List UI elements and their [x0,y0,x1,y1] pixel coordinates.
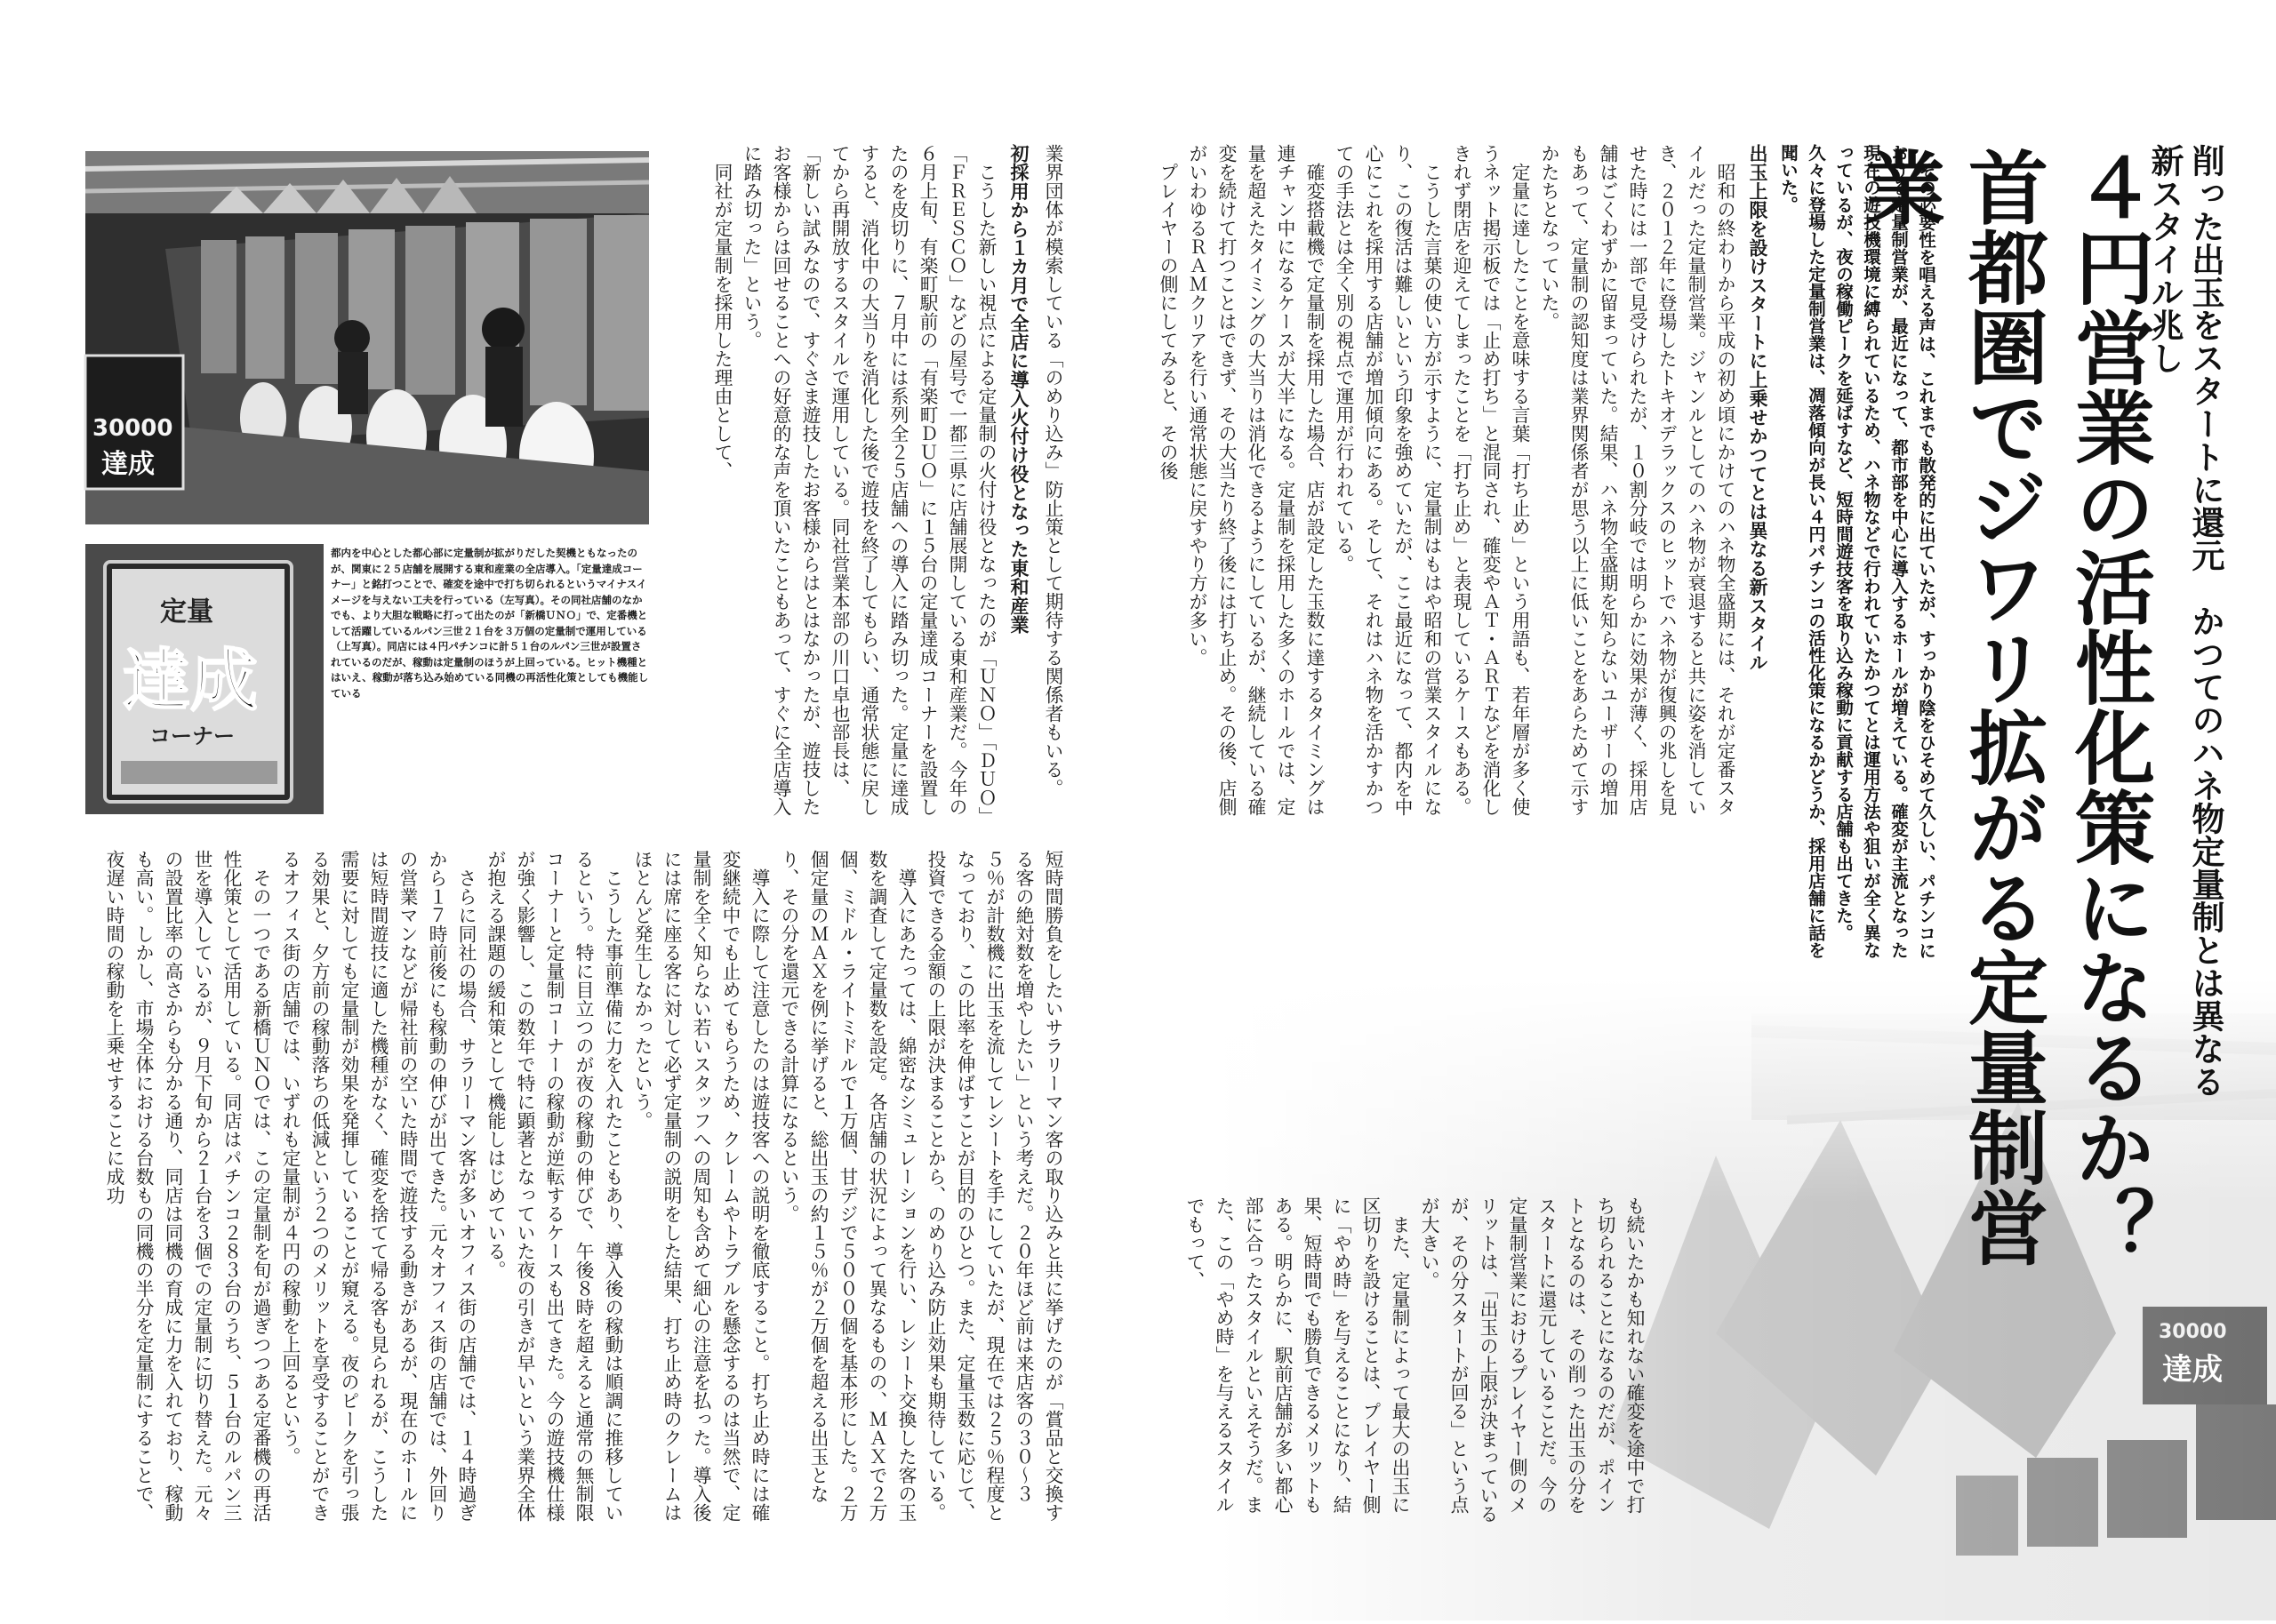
lead-text: その必要性を唱える声は、これまでも散発的に出ていたが、すっかり陰をひそめて久しい、パチンコにおける定量制営業が、最近になって、都市部を中心に導入するホールが増えている。確変が主流となった現在の遊技機環境に縛られているため、ハネ物などで行われていたかつてとは運用方法や狙いが全く異なっているが、夜の稼働ピークを延ばすなど、短時間遊技客を取り込み稼動に貢献する店舗も出てきた。久々に登場した定量制営業は、凋落傾向が長い４円パチンコの活性化策になるかどうか、採用店舗に話を聞いた。 [1778,144,1936,959]
paragraph: こうした事前準備に力を入れたこともあり、導入後の稼動は順調に推移しているという。特に目立つのが夜の稼動の伸びで、午後８時を超えると通常の無制限 [573,850,623,1522]
paragraph: 導入にあたっては、綿密なシミュレーションを行い、レシート交換した客の玉数を調査して定量数を設定。各店舗の状況によって異なるものの、ＭＡＸで２万個、ミドル・ライトミドルで１万個、甘デジで５０００個を基本形にした。２万個定量のＭＡＸを例に挙げると、総出玉の約１５％が２万個を超える出玉となり、その分を還元できる計算になるという。 [778,850,917,1522]
paragraph: 業界団体が模索している「のめり込み」防止策として期待する関係者もいる。 [1042,144,1063,797]
paragraph: 昭和の終わりから平成の初め頃にかけてのハネ物全盛期には、それが定番スタイルだった定量制営業。ジャンルとしてのハネ物が衰退すると共に姿を消していき、２０１２年に登場したトキオデラックスのヒットでハネ物が復興の兆しを見せた時には一部で見受けられたが、１０割分岐では明らかに効果が薄く、採用店舗はごくわずかに留まっていた。結果、ハネ物全盛期を知らないユーザーの増加もあって、定量制の認知度は業界関係者が思う以上に低いことをあらためて示すかたちとなっていた。 [1538,144,1735,816]
kicker-line: 削った出玉をスタートに還元 かつてのハネ物定量制とは異なる新スタイル兆し [2145,144,2225,1098]
paragraph: も続いたかも知れない確変を途中で打ち切られることになるのだが、ポイントとなるのは、その削った出玉の分をスタートに還元していることだ。今の定量制営業におけるプレイヤー側のメリットは、「出玉の上限が決まっているが、その分スタートが回る」という点が大きい。 [1418,1196,1645,1524]
paragraph: こうした新しい視点による定量制の火付け役となったのが「ＵＮＯ」「ＤＵＯ」「ＦＲＥＳＣＯ」などの屋号で一都三県に店舗展開している東和産業だ。今年の６月上旬、有楽町駅前の「有楽町ＤＵＯ」に１５台の定量達成コーナーを設置したのを皮切りに、７月中には系列全２５店舗への導入に踏み切った。定量に達成すると、消化中の大当りを消化した後で遊技を終了してもらい、通常状態に戻してから再開放するスタイルで運用している。同社営業本部の川口卓也部長は、「新しい試みなので、すぐさま遊技したお客様からはとはなかったが、遊技したお客様からは回せることへの好意的な声を頂いたこともあって、すぐに全店導入に踏み切った」という。 [741,144,997,816]
paragraph: 導入に際して注意したのは遊技客への説明を徹底すること。打ち止め時には確変継続中でも止めてもらうため、クレームやトラブルを懸念するのは当然で、定量制を全く知らない若いスタッフへの周知も含めて細心の注意を払った。導入後には席に座る客に対して必ず定量制の説明をした結果、打ち止め時のクレームはほとんど発生しなかったという。 [631,850,770,1522]
sign-number: 30000 [92,415,173,442]
subhead-2: 初採用から１カ月で全店に導入火付け役となった東和産業 [1008,144,1030,635]
paragraph: 短時間勝負をしたいサラリーマン客の取り込みと共に挙げたのが「賞品と交換する客の絶対数を増やしたい」という考えだ。２０年ほど前は来店客の３０〜３５％が計数機に出玉を流してレシートを手にしていたが、現在では２５％程度となっており、この比率を伸ばすことが目的のひとつ。また、定量玉数に応じて、投資できる金額の上限が決まることから、のめり込み防止効果も期待している。 [925,850,1063,1522]
sign-main-label: 達成 [123,641,258,720]
lead-paragraph [1759,144,1940,966]
paragraph: こうした言葉の使い方が示すように、定量制はもはや昭和の営業スタイルになり、この復活は難しいという印象を強めていたが、ここ最近になって、都内を中心にこれを採用する店舗が増加傾向にある。そして、それはハネ物を活かすかつての手法とは全く別の視点で運用が行われている。 [1333,144,1442,816]
headline-line-2: 首都圏でジワリ拡がる定量制営業 [1851,147,2048,1267]
paragraph: 同社が定量制を採用した理由として、 [711,162,733,480]
article-right-upper [1157,144,1776,820]
paragraph: コーナーと定量制コーナーの稼動が逆転するケースも出てきた。今の遊技機仕様が強く影響し、この数年で特に顕著となっていた夜の引きが早いという業界全体が抱える課題の緩和策として機能しはじめている。 [485,850,565,1522]
sign-sub-label: コーナー [149,724,235,748]
paragraph: その一つである新橋ＵＮＯでは、この定量制を旬が過ぎつつある定番機の再活性化策として活用している。同店はパチンコ２８３台のうち、５１台のルパン三世を導入しているが、９月下旬から２１台を３個での定量制に切り替えた。元々の設置比率の高さからも分かる通り、同店は同機の育成に力を入れており、稼動も高い。しかし、市場全体における台数もの同機の半分を定量制にすることで、夜遅い時間の稼動を上乗せすることに成功 [103,850,271,1522]
paragraph: さらに同社の場合、サラリーマン客が多いオフィス街の店舗では、１４時過ぎから１７時前後にも稼動の伸びが出てきた。元々オフィス街の店舗では、外回りの営業マンなどが帰社前の空いた時間で遊技する動きがあるが、現在のホールには短時間遊技に適した機種がなく、確変を捨てて帰る客も見られるが、こうした需要に対しても定量制が効果を発揮していることが窺える。夜のピークを引っ張る効果と、夕方前の稼動落ちの低減という２つのメリットを享受することができるオフィス街の店舗では、いずれも定量制が４円の稼動を上回るという。 [279,850,477,1522]
article-left-upper [683,144,1067,820]
caption-text: 都内を中心とした都心部に定量制が拡がりだした契機ともなったのが、関東に２５店舗を展開する東和産業の全店導入。「定量達成コーナー」と銘打つことで、確変を途中で打ち切られるというマイナスイメージを与えない工夫を行っている（左写真）。その同社店舗のなかでも、より大胆な戦略に打って出たのが「新橋ＵＮＯ」で、定番機として活躍しているルパン三世２１台を３万個の定量制で運用している（上写真）。同店には４円パチンコに計５１台のルパン三世が設置されているのだが、稼動は定量制のほうが上回っている。ヒット機種とはいえ、稼動が落ち込み始めている同機の再活性化策としても機能している [331,547,649,700]
photo-caption [331,546,649,759]
headline-line-1: ４円営業の活性化策になるか？ [2061,147,2154,1267]
hall-interior-illustration [85,151,649,524]
paragraph: プレイヤーの側にしてみると、その後 [1157,162,1178,480]
paragraph: 定量に達したことを意味する言葉「打ち止め」という用語も、若年層が多く使うネット掲示板では「止め打ち」と混同され、確変やＡＴ・ＡＲＴなどを消化しきれず閉店を迎えてしまったことを「打ち止め」と表現しているケースもある。 [1450,144,1530,816]
article-right-lower [1183,1196,1648,1525]
article-left-lower [85,850,1067,1525]
photo-hall-interior [85,151,649,524]
sign-word: 達成 [101,449,155,480]
paragraph: また、定量制によって最大の出玉に区切りを設けることは、プレイヤー側に「やめ時」を与えることになり、結果、短時間でも勝負できるメリットもある。明らかに、駅前店舗が多い都心部に合ったスタイルといえそうだ。また、この「やめ時」を与えるスタイルでもって、 [1183,1196,1410,1514]
corner-sign-illustration [85,544,324,814]
sign-top-label: 定量 [160,596,213,628]
subhead-1: 出玉上限を設けスタートに上乗せかつてとは異なる新スタイル [1747,144,1768,672]
paragraph: 確変搭載機で定量制を採用した場合、店が設定した玉数に達するタイミングは連チャン中になるケースが大半になる。定量制を採用した多くのホールでは、定量を超えたタイミングの大当りは消化できるようにしているが、継続している確変を続けて打つことはできず、その大当たり終了後には打ち止め。その後、店側がいわゆるＲＡＭクリアを行い通常状態に戻すやり方が多い。 [1186,144,1325,816]
photo-corner-sign [85,544,324,814]
